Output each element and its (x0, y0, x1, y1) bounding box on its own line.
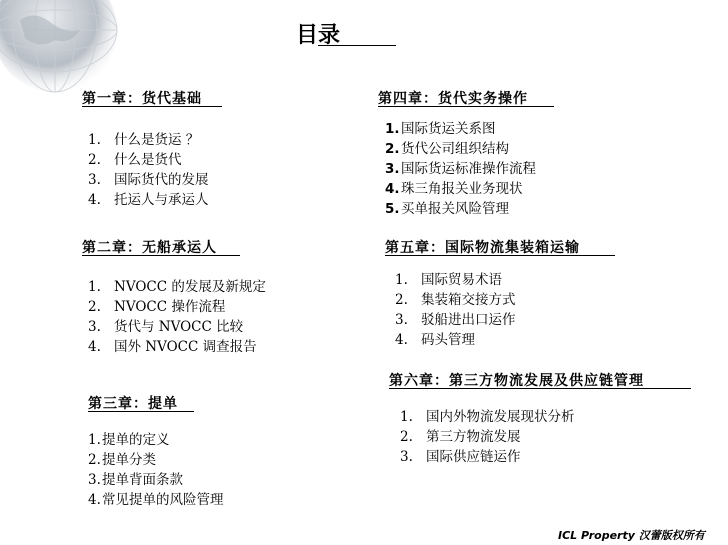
list-item (88, 430, 224, 450)
list-item (385, 179, 536, 199)
chapter-3-heading: 第三章：提单 (88, 396, 178, 412)
item-text: 第三方物流发展 (426, 429, 521, 445)
item-number: 1. (385, 121, 400, 137)
title-underline (318, 45, 396, 46)
chapter-5-underline (385, 255, 615, 256)
item-text: 国际货运标准操作流程 (401, 161, 536, 177)
item-text: 提单分类 (102, 452, 156, 468)
chapter-3-underline (88, 411, 194, 412)
item-number: 3. (385, 161, 400, 177)
copyright-footer: ICL Property 汉蕾版权所有 (558, 529, 705, 542)
item-number: 1. (88, 279, 101, 295)
item-text: 国际贸易术语 (421, 272, 502, 288)
list-item (385, 119, 536, 139)
item-number: 1. (400, 409, 413, 425)
item-text: 国内外物流发展现状分析 (426, 409, 575, 425)
item-text: 国外 NVOCC 调查报告 (114, 339, 257, 355)
chapter-4-heading: 第四章：货代实务操作 (378, 91, 528, 107)
item-number: 3. (395, 312, 408, 328)
list-item (395, 310, 516, 330)
chapter-3-list (88, 430, 224, 510)
item-text: 集装箱交接方式 (421, 292, 516, 308)
item-number: 3. (88, 319, 101, 335)
list-item (88, 170, 209, 190)
list-item (88, 490, 224, 510)
item-number: 2. (88, 452, 101, 468)
item-text: 常见提单的风险管理 (102, 492, 224, 508)
item-number: 2. (385, 141, 400, 157)
list-item (88, 190, 209, 210)
chapter-5-heading: 第五章：国际物流集装箱运输 (385, 240, 580, 256)
page-title: 目录 (296, 23, 341, 48)
item-text: 珠三角报关业务现状 (401, 181, 523, 197)
item-text: NVOCC 的发展及新规定 (114, 279, 266, 295)
item-text: 货代与 NVOCC 比较 (114, 319, 244, 335)
list-item (400, 427, 575, 447)
item-number: 2. (395, 292, 408, 308)
item-text: 提单背面条款 (102, 472, 183, 488)
item-number: 3. (88, 472, 101, 488)
list-item (88, 470, 224, 490)
list-item (88, 297, 266, 317)
item-number: 4. (395, 332, 408, 348)
list-item (88, 150, 209, 170)
list-item (88, 337, 266, 357)
chapter-6-list (400, 407, 575, 467)
item-text: 码头管理 (421, 332, 475, 348)
item-number: 1. (88, 132, 101, 148)
list-item (385, 159, 536, 179)
item-number: 1. (395, 272, 408, 288)
item-number: 4. (88, 492, 101, 508)
list-item (385, 199, 536, 219)
item-number: 2. (88, 152, 101, 168)
item-text: 托运人与承运人 (114, 192, 209, 208)
chapter-1-heading: 第一章：货代基础 (82, 91, 202, 107)
item-text: 什么是货运 ？ (114, 132, 200, 148)
globe-decoration-icon (0, 0, 140, 100)
list-item (395, 290, 516, 310)
chapter-4-underline (378, 106, 554, 107)
list-item (395, 270, 516, 290)
item-text: 买单报关风险管理 (401, 201, 509, 217)
item-number: 2. (400, 429, 413, 445)
item-text: 货代公司组织结构 (401, 141, 509, 157)
list-item (88, 277, 266, 297)
item-text: NVOCC 操作流程 (114, 299, 226, 315)
chapter-6-heading: 第六章：第三方物流发展及供应链管理 (389, 373, 644, 389)
chapter-5-list (395, 270, 516, 350)
list-item (400, 447, 575, 467)
chapter-1-list (88, 130, 209, 210)
item-number: 3. (400, 449, 413, 465)
item-text: 国际供应链运作 (426, 449, 521, 465)
item-text: 国际货代的发展 (114, 172, 209, 188)
item-number: 2. (88, 299, 101, 315)
list-item (88, 317, 266, 337)
chapter-2-heading: 第二章：无船承运人 (82, 240, 217, 256)
item-text: 国际货运关系图 (401, 121, 496, 137)
item-number: 1. (88, 432, 101, 448)
list-item (400, 407, 575, 427)
list-item (88, 130, 209, 150)
list-item (395, 330, 516, 350)
chapter-2-underline (82, 255, 240, 256)
chapter-2-list (88, 277, 266, 357)
item-number: 3. (88, 172, 101, 188)
item-text: 提单的定义 (102, 432, 170, 448)
item-number: 5. (385, 201, 400, 217)
chapter-6-underline (389, 388, 691, 389)
item-number: 4. (385, 181, 400, 197)
list-item (385, 139, 536, 159)
list-item (88, 450, 224, 470)
item-number: 4. (88, 192, 101, 208)
item-text: 驳船进出口运作 (421, 312, 516, 328)
item-text: 什么是货代 (114, 152, 182, 168)
chapter-4-list (385, 119, 536, 219)
item-number: 4. (88, 339, 101, 355)
chapter-1-underline (82, 106, 222, 107)
